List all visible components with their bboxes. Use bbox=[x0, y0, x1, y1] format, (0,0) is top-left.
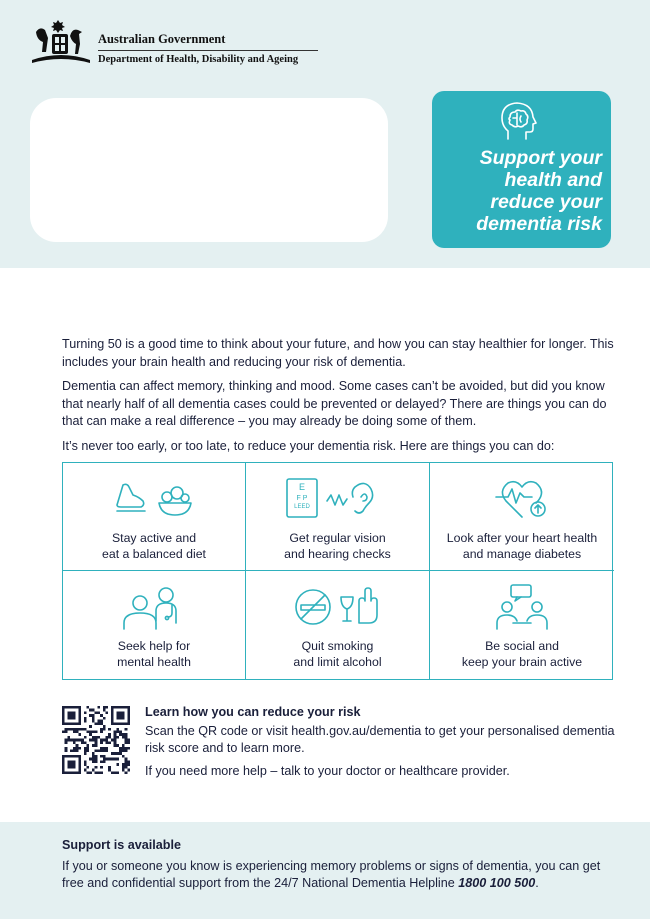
learn-section bbox=[145, 704, 615, 785]
coat-of-arms-icon bbox=[30, 18, 92, 68]
svg-text:F P: F P bbox=[296, 495, 307, 502]
government-logo bbox=[30, 18, 318, 68]
tip-label: Seek help for mental health bbox=[117, 639, 191, 669]
support-title: Support is available bbox=[62, 838, 181, 852]
tip-label: Be social and keep your brain active bbox=[461, 639, 583, 669]
hero-box bbox=[432, 91, 611, 248]
svg-text:E: E bbox=[298, 482, 305, 492]
government-name: Australian Government bbox=[98, 32, 318, 51]
department-name: Department of Health, Disability and Ageing bbox=[98, 54, 299, 65]
intro-paragraph-3: It’s never too early, or too late, to reduce your dementia risk. Here are things you can do: bbox=[62, 438, 555, 453]
tips-grid bbox=[62, 462, 613, 680]
doctor-patient-icon bbox=[116, 583, 192, 631]
tip-label: Stay active and eat a balanced diet bbox=[102, 531, 206, 561]
tip-cell bbox=[246, 463, 430, 571]
tip-cell bbox=[246, 571, 430, 679]
social-chat-icon bbox=[495, 583, 549, 631]
support-text: If you or someone you know is experiencing memory problems or signs of dementia, you can get free and confidential support from the 24/7 National Dementia Helpline 1800 100 500. bbox=[62, 858, 601, 890]
tip-cell bbox=[430, 571, 614, 679]
tip-label: Look after your heart health and manage diabetes bbox=[446, 531, 598, 561]
learn-paragraph-1: Scan the QR code or visit health.gov.au/dementia to get your personalised dementia risk score and to learn more. bbox=[145, 723, 615, 755]
learn-paragraph-2: If you need more help – talk to your doctor or healthcare provider. bbox=[145, 763, 510, 778]
tip-cell bbox=[63, 463, 246, 571]
tip-cell bbox=[63, 571, 246, 679]
tip-label: Get regular vision and hearing checks bbox=[284, 531, 391, 561]
hero-title: Support your health and reduce your dementia risk bbox=[476, 147, 602, 235]
intro-text bbox=[62, 336, 616, 462]
shoe-salad-icon bbox=[111, 475, 197, 521]
eye-chart-ear-icon bbox=[283, 475, 393, 521]
svg-text:LEED: LEED bbox=[293, 504, 310, 510]
support-section bbox=[62, 837, 614, 893]
no-smoking-alcohol-icon bbox=[293, 583, 383, 629]
head-brain-icon bbox=[496, 99, 540, 143]
learn-title: Learn how you can reduce your risk bbox=[145, 705, 361, 719]
intro-paragraph-1: Turning 50 is a good time to think about your future, and how you can stay healthier for longer. This includes your brain health and reducing your risk of dementia. bbox=[62, 337, 614, 369]
intro-paragraph-2: Dementia can affect memory, thinking and mood. Some cases can’t be avoided, but did you know that nearly half of all dementia cases could be prevented or delayed? There are things you can do that can make a real difference – you may already be doing some of them. bbox=[62, 379, 607, 428]
helpline-number[interactable]: 1800 100 500 bbox=[458, 876, 536, 890]
tip-cell bbox=[430, 463, 614, 571]
image-placeholder-panel bbox=[30, 98, 388, 242]
qr-code[interactable] bbox=[62, 706, 130, 774]
tip-label: Quit smoking and limit alcohol bbox=[293, 639, 382, 669]
heart-monitor-icon bbox=[492, 475, 552, 521]
